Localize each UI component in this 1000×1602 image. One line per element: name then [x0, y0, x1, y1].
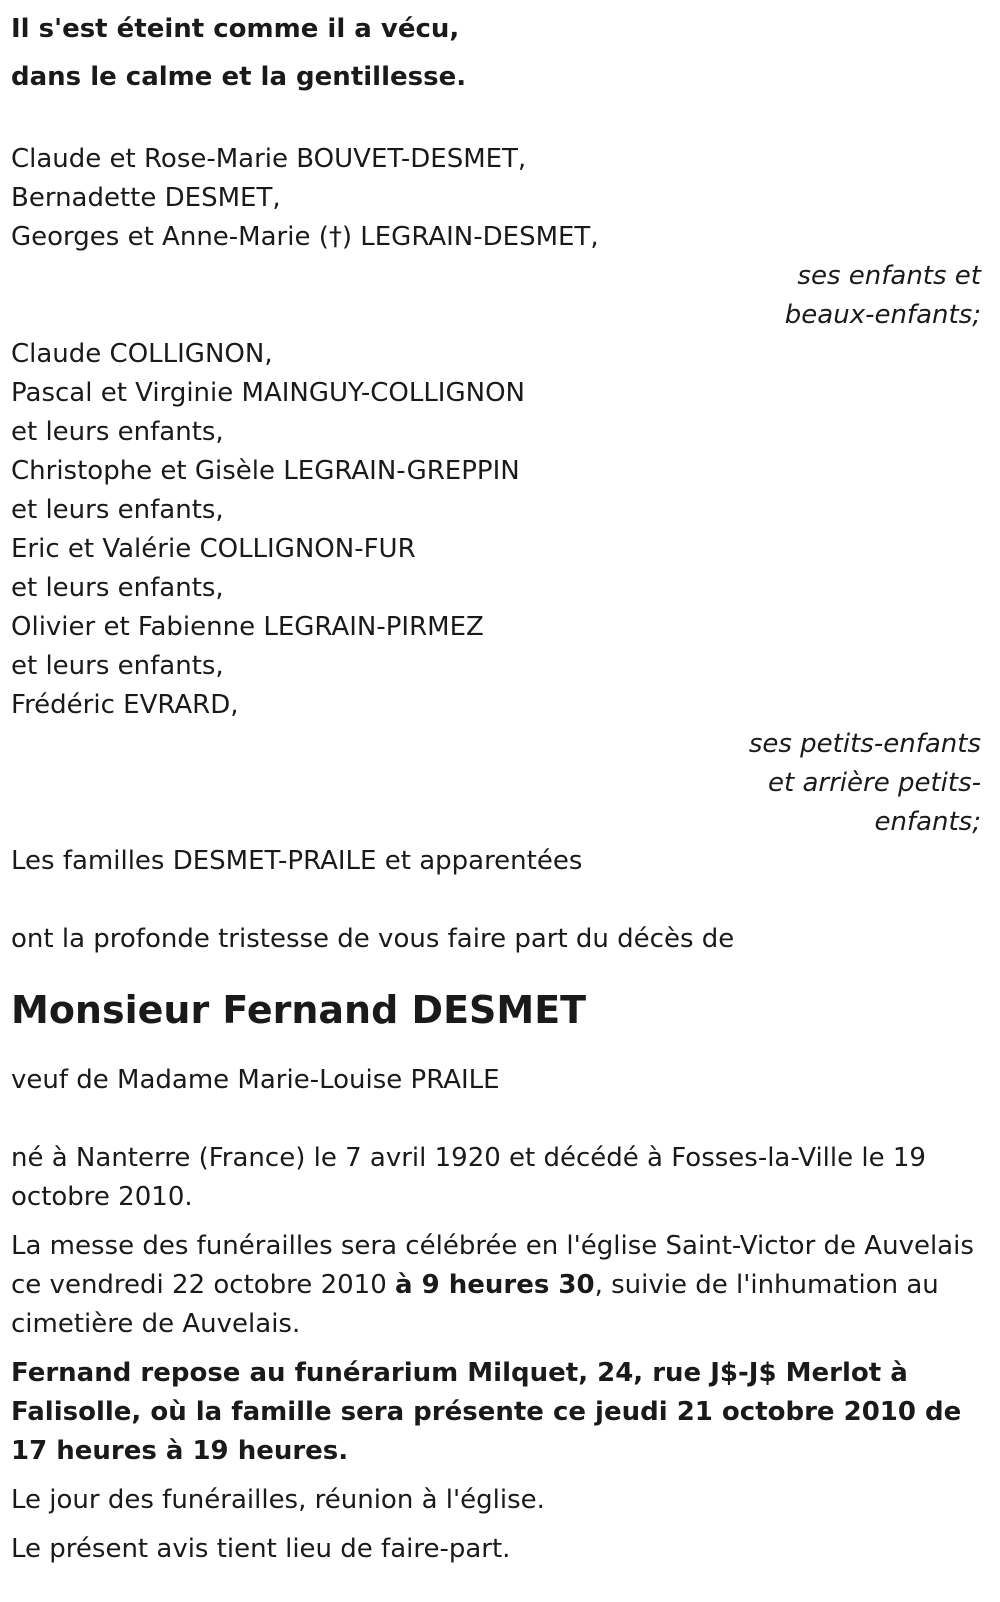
- grandchild-line: Olivier et Fabienne LEGRAIN-PIRMEZ: [11, 612, 484, 642]
- grandchild-line: Pascal et Virginie MAINGUY-COLLIGNON: [11, 378, 525, 408]
- grandchildren-role-line-2: et arrière petits-: [768, 768, 981, 798]
- funeral-paragraph: [11, 1227, 986, 1344]
- epigraph-line-1: Il s'est éteint comme il a vécu,: [11, 14, 460, 44]
- announcement-line: ont la profonde tristesse de vous faire part du décès de: [11, 924, 735, 954]
- obituary-notice: [11, 5, 991, 1569]
- epigraph-line-2: dans le calme et la gentillesse.: [11, 62, 467, 92]
- deceased-name: Monsieur Fernand DESMET: [11, 988, 587, 1032]
- meeting-paragraph: Le jour des funérailles, réunion à l'église.: [11, 1485, 545, 1515]
- notice-paragraph: Le présent avis tient lieu de faire-part.: [11, 1534, 511, 1564]
- children-role-line-2: beaux-enfants;: [784, 300, 981, 330]
- grandchild-line: Christophe et Gisèle LEGRAIN-GREPPIN: [11, 456, 520, 486]
- grandchild-line: Frédéric EVRARD,: [11, 690, 239, 720]
- grandchildren-role-line-3: enfants;: [874, 807, 981, 837]
- birth-death-paragraph: né à Nanterre (France) le 7 avril 1920 et décédé à Fosses-la-Ville le 19 octobre 2010.: [11, 1143, 926, 1212]
- families-line: Les familles DESMET-PRAILE et apparentées: [11, 846, 583, 876]
- grandchildren-role-line-1: ses petits-enfants: [748, 729, 981, 759]
- grandchild-line: et leurs enfants,: [11, 417, 224, 447]
- grandchildren-section: [11, 335, 991, 842]
- grandchild-line: et leurs enfants,: [11, 651, 224, 681]
- funeral-time: à 9 heures 30: [395, 1270, 595, 1300]
- child-line: Georges et Anne-Marie (†) LEGRAIN-DESMET,: [11, 222, 599, 252]
- grandchild-line: Claude COLLIGNON,: [11, 339, 273, 369]
- children-section: [11, 140, 991, 335]
- grandchild-line: et leurs enfants,: [11, 573, 224, 603]
- grandchild-line: et leurs enfants,: [11, 495, 224, 525]
- widower-line: veuf de Madame Marie-Louise PRAILE: [11, 1065, 500, 1095]
- funeral-text-part-2: , suivie de l'inhumation au cimetière de Auvelais.: [11, 1270, 939, 1339]
- child-line: Bernadette DESMET,: [11, 183, 281, 213]
- visitation-paragraph: Fernand repose au funérarium Milquet, 24, rue J$-J$ Merlot à Falisolle, où la famille sera présente ce jeudi 21 octobre 2010 de 17 heures à 19 heures.: [11, 1358, 962, 1466]
- child-line: Claude et Rose-Marie BOUVET-DESMET,: [11, 144, 527, 174]
- epigraph: [11, 5, 991, 101]
- children-role-line-1: ses enfants et: [797, 261, 981, 291]
- funeral-text-part-1: La messe des funérailles sera célébrée en l'église Saint-Victor de Auvelais ce vendredi 22 octobre 2010: [11, 1231, 974, 1300]
- grandchild-line: Eric et Valérie COLLIGNON-FUR: [11, 534, 416, 564]
